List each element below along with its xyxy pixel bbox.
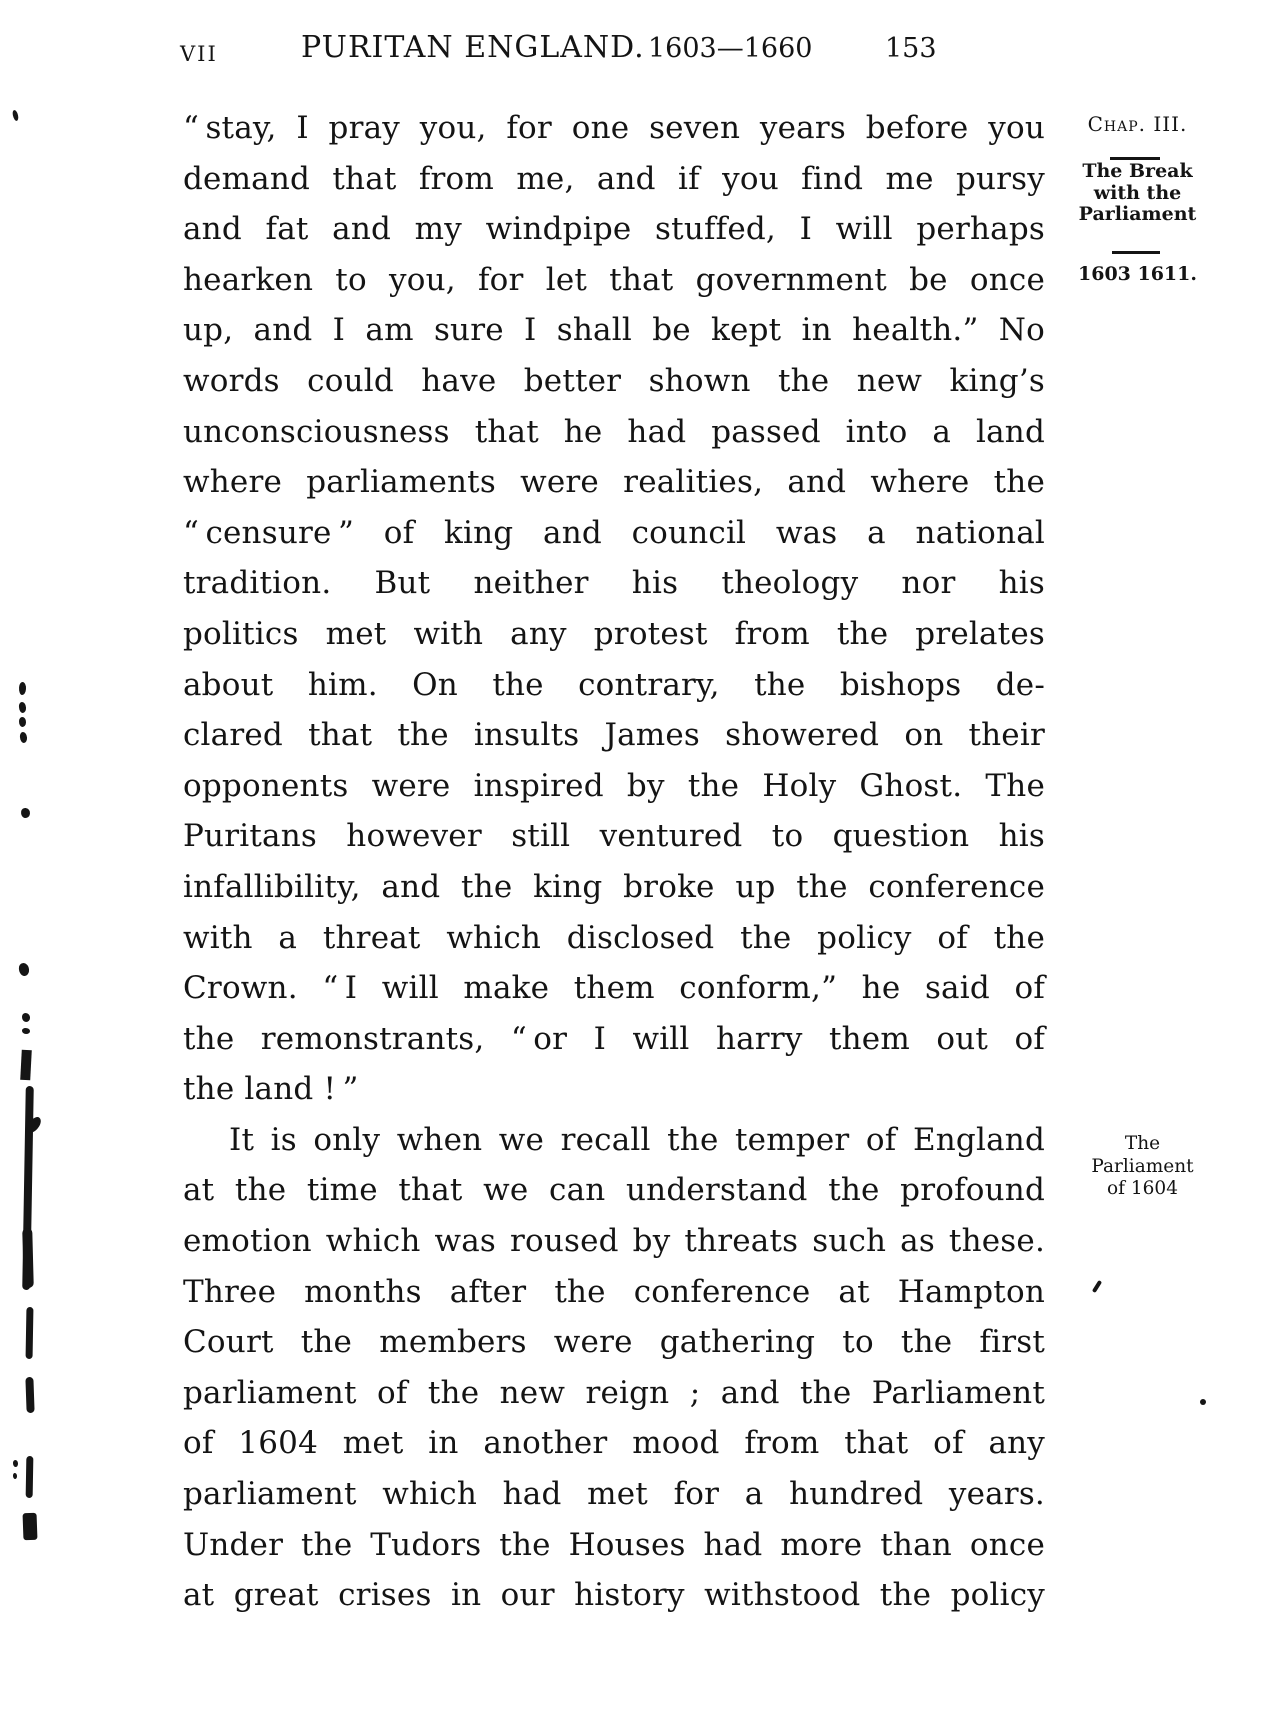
body-text-line: Puritans however still ventured to question his: [183, 818, 1045, 855]
margin-chapter-label: Chap. III.: [1087, 112, 1188, 136]
body-text-line: It is only when we recall the temper of England: [229, 1121, 1045, 1158]
body-text-line: and fat and my windpipe stuffed, I will perhaps: [183, 211, 1045, 248]
margin-note-line: The: [1124, 1133, 1161, 1154]
body-text-line: Under the Tudors the Houses had more than once: [183, 1526, 1045, 1563]
body-text-line: demand that from me, and if you find me pursy: [183, 160, 1045, 197]
body-text-line: of 1604 met in another mood from that of any: [183, 1425, 1045, 1462]
body-text-line: parliament of the new reign ; and the Parliament: [183, 1374, 1045, 1411]
ink-mark: [19, 682, 27, 695]
margin-note-line: Parliament: [1078, 203, 1197, 225]
margin-note-parliament-1604: [1055, 1133, 1230, 1201]
body-text-line: Court the members were gathering to the first: [183, 1324, 1045, 1361]
margin-note-line: of 1604: [1107, 1178, 1178, 1199]
ink-mark: [12, 110, 19, 122]
ink-mark: [19, 702, 27, 713]
ink-mark: [18, 963, 29, 977]
ink-mark: [1092, 1280, 1102, 1293]
header-chapter-numeral: VII: [180, 42, 218, 66]
body-text-line: opponents were inspired by the Holy Ghost. The: [183, 767, 1045, 804]
body-text-line: at the time that we can understand the profound: [183, 1172, 1045, 1209]
margin-note-line: Parliament: [1091, 1155, 1194, 1177]
body-text-line: clared that the insults James showered on their: [183, 717, 1045, 754]
body-text-line: hearken to you, for let that government be once: [183, 261, 1045, 298]
ink-smudge: [26, 1307, 34, 1359]
ink-smudge: [25, 1377, 34, 1413]
body-text-line: the land ! ”: [183, 1071, 359, 1108]
body-text-line: politics met with any protest from the prelates: [183, 615, 1045, 652]
ink-mark: [22, 1028, 30, 1034]
ink-mark: [19, 717, 26, 727]
body-text-line: “ censure ” of king and council was a national: [183, 514, 1045, 551]
ink-mark: [13, 1473, 17, 1479]
body-text-line: tradition. But neither his theology nor his: [183, 565, 1045, 602]
body-text-line: “ stay, I pray you, for one seven years before you: [183, 110, 1045, 146]
body-text-line: emotion which was roused by threats such as these.: [183, 1223, 1045, 1260]
margin-note-break-with-parliament: [1050, 161, 1225, 226]
body-text-line: unconsciousness that he had passed into a land: [183, 413, 1045, 450]
body-text-line: the remonstrants, “ or I will harry them out of: [183, 1020, 1045, 1057]
body-text-line: Three months after the conference at Hampton: [183, 1273, 1045, 1310]
ink-mark: [22, 1013, 30, 1022]
ink-smudge: [26, 1456, 34, 1498]
ink-smudge: [20, 1050, 32, 1080]
margin-rule-bottom: [1112, 251, 1160, 254]
body-text-line: parliament which had met for a hundred years.: [183, 1476, 1045, 1513]
margin-note-dates: 1603 1611.: [1078, 263, 1197, 285]
body-text-line: infallibility, and the king broke up the conference: [183, 868, 1045, 905]
ink-mark: [20, 732, 28, 743]
margin-note-line: The Break: [1082, 160, 1193, 182]
ink-mark: [13, 1460, 18, 1467]
body-text-line: with a threat which disclosed the policy of the: [183, 919, 1045, 956]
body-text-line: where parliaments were realities, and where the: [183, 464, 1045, 501]
body-text-line: Crown. “ I will make them conform,” he said of: [183, 970, 1045, 1007]
header-date-range: 1603—1660: [648, 33, 813, 64]
header-page-number: 153: [885, 33, 937, 64]
ink-mark: [20, 807, 30, 818]
ink-mark: [1200, 1399, 1206, 1405]
body-text-line: about him. On the contrary, the bishops de-: [183, 666, 1045, 703]
ink-smudge: [22, 1228, 34, 1288]
body-text-line: at great crises in our history withstood the policy: [183, 1577, 1045, 1614]
body-text: [183, 103, 1045, 1621]
header-book-title: PURITAN ENGLAND.: [301, 30, 645, 65]
body-text-line: up, and I am sure I shall be kept in health.” No: [183, 312, 1045, 349]
body-text-line: words could have better shown the new king’s: [183, 362, 1045, 399]
margin-note-line: with the: [1093, 181, 1182, 204]
ink-blot: [23, 1513, 38, 1540]
